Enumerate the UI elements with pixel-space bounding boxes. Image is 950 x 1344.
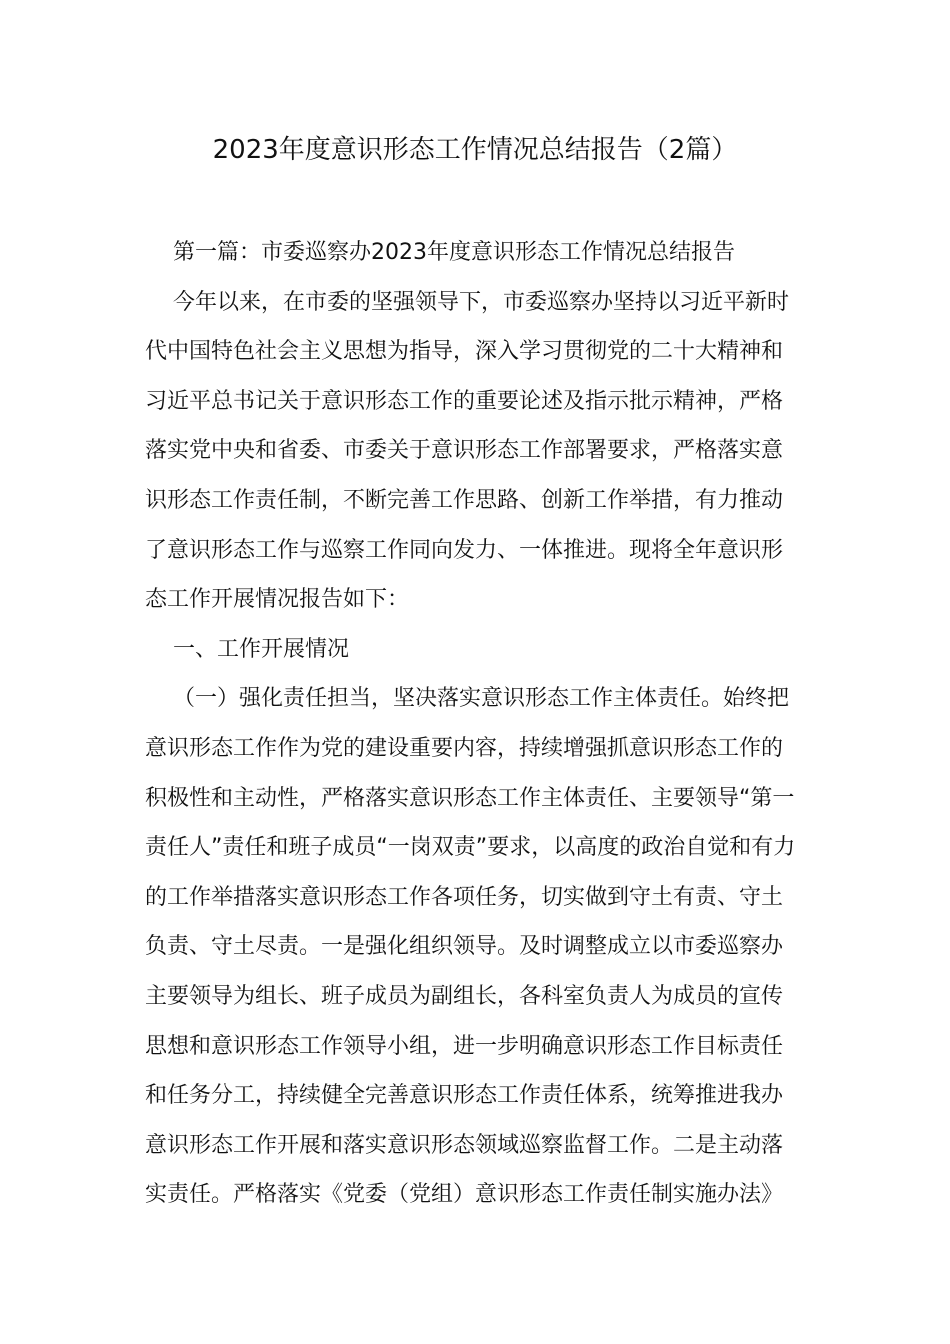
paragraph-line: 识形态工作责任制，不断完善工作思路、创新工作举措，有力推动 <box>145 487 784 513</box>
paragraph-line: 了意识形态工作与巡察工作同向发力、一体推进。现将全年意识形 <box>145 537 784 563</box>
subtitle-line: 第一篇：市委巡察办2023年度意识形态工作情况总结报告 <box>173 240 735 265</box>
paragraph-line: 习近平总书记关于意识形态工作的重要论述及指示批示精神，严格 <box>145 388 784 414</box>
paragraph-line: 今年以来，在市委的坚强领导下，市委巡察办坚持以习近平新时 <box>173 289 790 315</box>
section-heading: 一、工作开展情况 <box>173 636 350 662</box>
paragraph-line: （一）强化责任担当，坚决落实意识形态工作主体责任。始终把 <box>173 686 790 712</box>
paragraph-line: 态工作开展情况报告如下： <box>145 587 410 613</box>
paragraph-line: 负责、守土尽责。一是强化组织领导。及时调整成立以市委巡察办 <box>145 934 784 960</box>
paragraph-line: 积极性和主动性，严格落实意识形态工作主体责任、主要领导“第一 <box>145 785 795 811</box>
paragraph-line: 意识形态工作作为党的建设重要内容，持续增强抓意识形态工作的 <box>145 735 784 761</box>
paragraph-line: 和任务分工，持续健全完善意识形态工作责任体系，统筹推进我办 <box>145 1083 784 1109</box>
paragraph-line: 的工作举措落实意识形态工作各项任务，切实做到守土有责、守土 <box>145 884 784 910</box>
paragraph-line: 思想和意识形态工作领导小组，进一步明确意识形态工作目标责任 <box>145 1033 784 1059</box>
paragraph-line: 落实党中央和省委、市委关于意识形态工作部署要求，严格落实意 <box>145 438 784 464</box>
paragraph-line: 实责任。严格落实《党委（党组）意识形态工作责任制实施办法》 <box>145 1182 784 1208</box>
paragraph-line: 责任人”责任和班子成员“一岗双责”要求，以高度的政治自觉和有力 <box>145 835 796 861</box>
paragraph-line: 代中国特色社会主义思想为指导，深入学习贯彻党的二十大精神和 <box>145 339 784 365</box>
document-body <box>145 228 805 1220</box>
paragraph-line: 主要领导为组长、班子成员为副组长，各科室负责人为成员的宣传 <box>145 983 784 1009</box>
document-title: 2023年度意识形态工作情况总结报告（2篇） <box>212 135 738 165</box>
paragraph-line: 意识形态工作开展和落实意识形态领域巡察监督工作。二是主动落 <box>145 1132 784 1158</box>
